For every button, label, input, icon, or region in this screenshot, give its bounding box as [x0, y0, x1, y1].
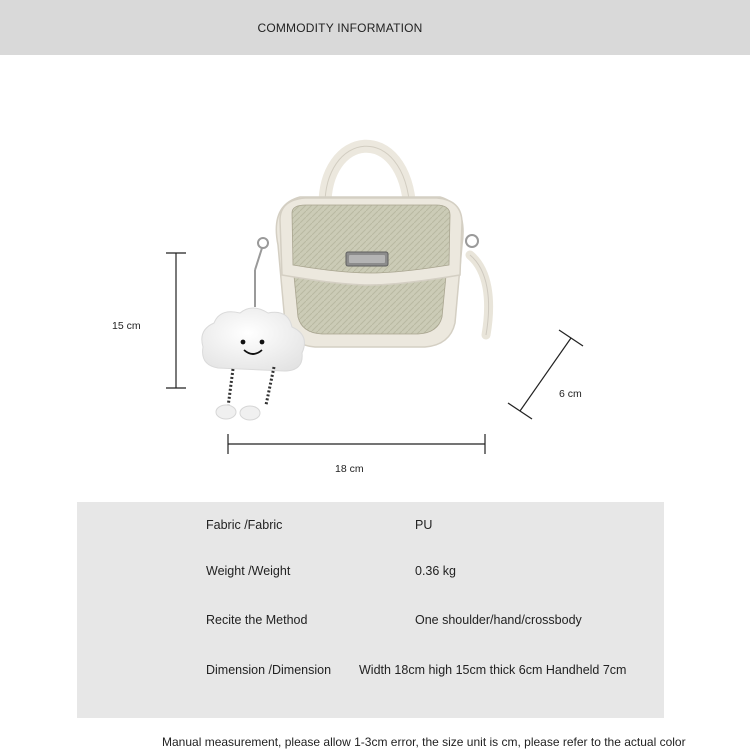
spec-value: One shoulder/hand/crossbody — [415, 613, 582, 627]
handbag-illustration — [0, 55, 750, 500]
header-title: COMMODITY INFORMATION — [257, 20, 423, 35]
spec-value: PU — [415, 518, 433, 532]
width-dimension-line — [228, 434, 485, 454]
measurement-note: Manual measurement, please allow 1-3cm error, the size unit is cm, please refer to the actual color — [162, 735, 686, 749]
height-dimension-line — [166, 253, 186, 388]
depth-dimension-line — [508, 330, 583, 419]
depth-label: 6 cm — [559, 388, 582, 400]
spec-label: Fabric /Fabric — [206, 518, 283, 532]
specs-table — [77, 502, 664, 718]
spec-value: 0.36 kg — [415, 564, 457, 578]
spec-label: Weight /Weight — [206, 564, 291, 578]
spec-label: Recite the Method — [206, 613, 308, 627]
bag-body — [276, 197, 463, 347]
width-label: 18 cm — [335, 463, 364, 475]
spec-value: Width 18cm high 15cm thick 6cm Handheld 7cm — [359, 663, 627, 677]
header-bar — [0, 0, 750, 55]
height-label: 15 cm — [112, 320, 141, 332]
spec-label: Dimension /Dimension — [206, 663, 332, 677]
product-image-area — [0, 55, 750, 500]
